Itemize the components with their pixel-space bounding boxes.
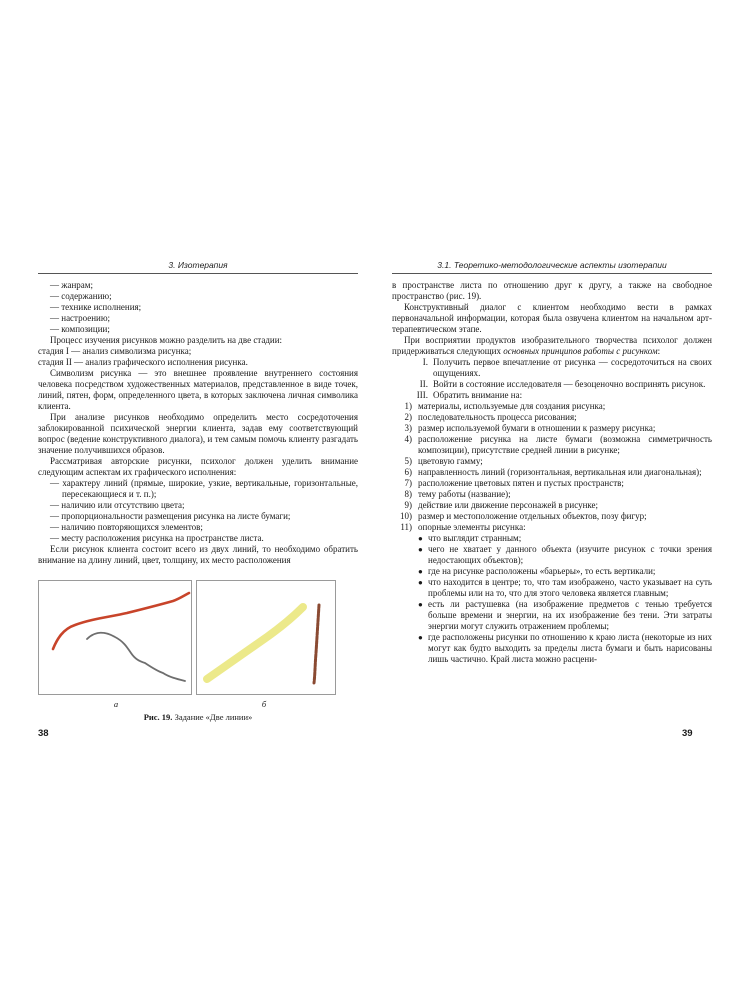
left-page <box>38 260 358 722</box>
paragraph-continue: в пространстве листа по отношению друг к другу, а также на свободное пространство (рис. 19). <box>392 280 712 301</box>
item-text: размер используемой бумаги в отношении к размеру рисунка; <box>418 423 656 433</box>
figure-panel-b <box>196 580 336 695</box>
item-text: последовательность процесса рисования; <box>418 412 577 422</box>
figure-caption <box>38 712 358 722</box>
paragraph-dialog: Конструктивный диалог с клиентом необходимо вести в рамках первоначальной информации, которая была озвучена клиентом на начальном арт-терапевтическом этапе. <box>392 302 712 334</box>
item-text: действие или движение персонажей в рисунке; <box>418 500 599 510</box>
roman-text: Обратить внимание на: <box>433 390 523 400</box>
figure-caption-text: Задание «Две линии» <box>174 712 253 722</box>
bullet-icon: ● <box>418 633 423 642</box>
figure-caption-number: Рис. 19. <box>143 712 173 722</box>
numbered-item <box>392 500 712 511</box>
bullet-text: есть ли растушевка (на изображение предметов с тенью требуется больше времени и энергии, на их изображение без тени. Эти затраты энергии могут служить отражением проблемы; <box>428 599 712 631</box>
numbered-item <box>392 522 712 533</box>
list-item: — настроению; <box>38 313 358 324</box>
bullet-item <box>392 632 712 665</box>
bullet-text: что находится в центре; то, что там изображено, часто указывает на суть проблемы или на то, что для этого человека является главным; <box>428 577 712 598</box>
brown-crayon-line <box>314 605 319 683</box>
principles-emphasis: основных принципов работы с рисунком <box>503 346 658 356</box>
paragraph-analysis: При анализе рисунков необходимо определить место сосредоточения заблокированной психической энергии клиента, задав ему соответствующий вопрос (ведение конструктивного диалога), и тем самым помочь клиенту разгадать значение получившихся образов. <box>38 412 358 455</box>
page-number-right: 39 <box>682 728 693 739</box>
numbered-item <box>392 467 712 478</box>
item-number: 8) <box>404 489 412 499</box>
item-number: 5) <box>404 456 412 466</box>
bullet-text: чего не хватает у данного объекта (изучите рисунок с точки зрения недостающих объектов); <box>428 544 712 565</box>
numbered-item <box>392 489 712 500</box>
drawing-a <box>39 581 191 694</box>
figure-panel-a <box>38 580 192 695</box>
roman-number: I. <box>422 357 428 367</box>
running-head-left: 3. Изотерапия <box>38 260 358 274</box>
item-text: расположение рисунка на листе бумаги (возможна симметричность композиции), присутствие средней линии в рисунке; <box>418 434 712 455</box>
list-item: — содержанию; <box>38 291 358 302</box>
running-head-right: 3.1. Теоретико-методологические аспекты изотерапии <box>392 260 712 274</box>
drawing-b <box>197 581 335 694</box>
bullet-icon: ● <box>418 600 423 609</box>
roman-number: III. <box>416 390 428 400</box>
numbered-item <box>392 434 712 456</box>
item-number: 3) <box>404 423 412 433</box>
bullet-icon: ● <box>418 578 423 587</box>
gray-crayon-line <box>87 633 185 681</box>
stage-2: стадия II — анализ графического исполнения рисунка. <box>38 357 248 367</box>
bullet-icon: ● <box>418 567 423 576</box>
bullet-item <box>392 533 712 544</box>
bullet-text: где расположены рисунки по отношению к краю листа (некоторые из них могут как будто выходить за пределы листа бумаги и быть нарисованы лишь частично. Край листа можно расцени- <box>428 632 712 664</box>
right-page-text <box>392 280 712 665</box>
list-item: — пропорциональности размещения рисунка на листе бумаги; <box>38 511 358 522</box>
roman-item <box>392 390 712 401</box>
list-item: — характеру линий (прямые, широкие, узкие, вертикальные, горизонтальные, пересекающиеся и т. п.); <box>38 478 358 500</box>
bullet-item <box>392 544 712 566</box>
page-number-left: 38 <box>38 728 49 739</box>
list-item: — наличию повторяющихся элементов; <box>38 522 358 533</box>
item-number: 7) <box>404 478 412 488</box>
bullet-text: где на рисунке расположены «барьеры», то есть вертикали; <box>428 566 656 576</box>
roman-text: Войти в состояние исследователя — безоценочно воспринять рисунок. <box>433 379 706 389</box>
item-number: 9) <box>404 500 412 510</box>
list-item: — композиции; <box>38 324 358 335</box>
paragraph-symbolism: Символизм рисунка — это внешнее проявление внутреннего состояния человека посредством художественных материалов, представленное в виде точек, линий, пятен, форм, определенного цвета, в которых заключена личная символика клиента. <box>38 368 358 411</box>
bullet-text: что выглядит странным; <box>428 533 522 543</box>
principles-lead: При восприятии продуктов изобразительного творчества психолог должен придерживаться следующих <box>392 335 712 356</box>
figure-label-a: а <box>113 699 119 709</box>
roman-item <box>392 357 712 379</box>
stage-1: стадия I — анализ символизма рисунка; <box>38 346 192 356</box>
numbered-item <box>392 423 712 434</box>
list-item: — месту расположения рисунка на пространстве листа. <box>38 533 358 544</box>
item-number: 2) <box>404 412 412 422</box>
item-text: тему работы (название); <box>418 489 511 499</box>
numbered-item <box>392 456 712 467</box>
roman-number: II. <box>419 379 428 389</box>
figure-labels <box>38 699 358 709</box>
item-text: опорные элементы рисунка: <box>418 522 526 532</box>
numbered-item <box>392 401 712 412</box>
roman-item <box>392 379 712 390</box>
bullet-item <box>392 577 712 599</box>
item-number: 6) <box>404 467 412 477</box>
item-text: размер и местоположение отдельных объектов, позу фигур; <box>418 511 647 521</box>
paragraph-author: Рассматривая авторские рисунки, психолог должен уделить внимание следующим аспектам их графического исполнения: <box>38 456 358 477</box>
yellow-crayon-line <box>207 607 303 679</box>
item-text: материалы, используемые для создания рисунка; <box>418 401 606 411</box>
item-text: расположение цветовых пятен и пустых пространств; <box>418 478 624 488</box>
bullet-icon: ● <box>418 534 423 543</box>
numbered-item <box>392 478 712 489</box>
right-page <box>392 260 712 665</box>
item-number: 10) <box>400 511 412 521</box>
paragraph-two-lines: Если рисунок клиента состоит всего из двух линий, то необходимо обратить внимание на длину линий, цвет, толщину, их место расположения <box>38 544 358 565</box>
left-page-text <box>38 280 358 566</box>
item-number: 4) <box>404 434 412 444</box>
list-item: — наличию или отсутствию цвета; <box>38 500 358 511</box>
figure-label-b: б <box>261 699 267 709</box>
paragraph-principles <box>392 335 712 357</box>
numbered-item <box>392 511 712 522</box>
item-text: направленность линий (горизонтальная, вертикальная или диагональная); <box>418 467 702 477</box>
roman-text: Получить первое впечатление от рисунка — сосредоточиться на своих ощущениях. <box>433 357 712 378</box>
item-number: 1) <box>404 401 412 411</box>
list-item: — жанрам; <box>38 280 358 291</box>
item-text: цветовую гамму; <box>418 456 483 466</box>
bullet-item <box>392 566 712 577</box>
bullet-icon: ● <box>418 545 423 554</box>
item-number: 11) <box>400 522 412 532</box>
paragraph-stages: Процесс изучения рисунков можно разделить на две стадии: <box>50 335 283 345</box>
list-item: — технике исполнения; <box>38 302 358 313</box>
figure-two-lines <box>38 580 358 695</box>
bullet-item <box>392 599 712 632</box>
principles-end: : <box>657 346 661 356</box>
numbered-item <box>392 412 712 423</box>
